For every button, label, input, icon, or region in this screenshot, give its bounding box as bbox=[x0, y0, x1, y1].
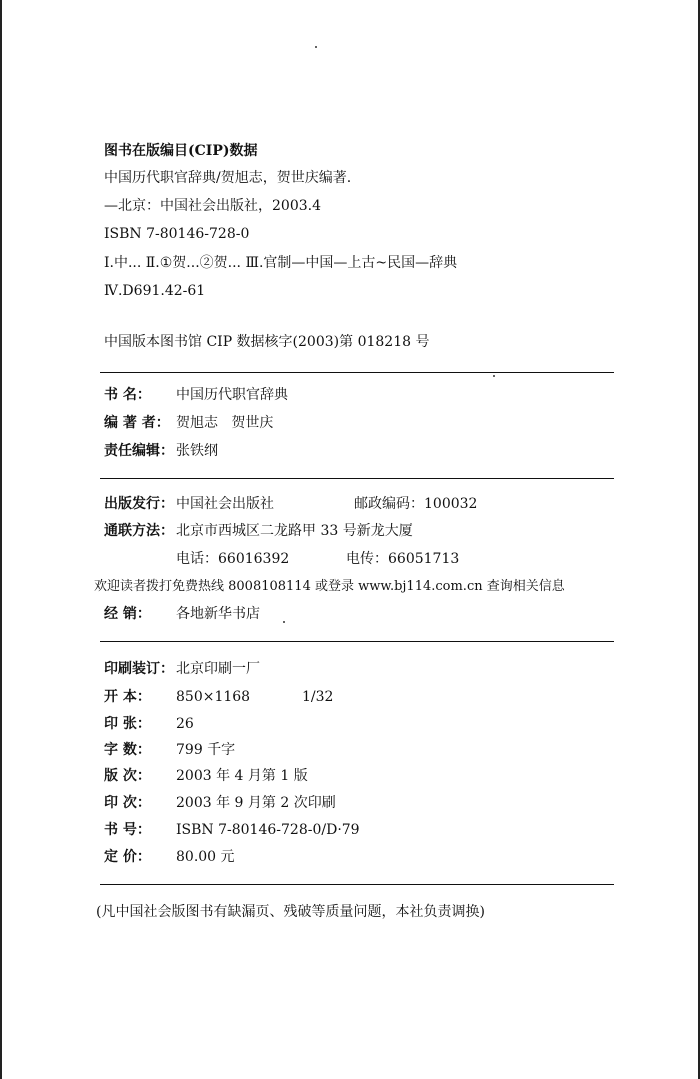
hotline-line: 欢迎读者拨打免费热线 8008108114 或登录 www.bj114.com.cn 查询相关信息 bbox=[94, 579, 565, 594]
book-number-value: ISBN 7-80146-728-0/D·79 bbox=[176, 822, 360, 838]
sheets-row bbox=[104, 714, 194, 734]
impression-label: 印 次： bbox=[104, 795, 151, 811]
print-label: 印刷装订： bbox=[104, 661, 174, 677]
cip-isbn-line: ISBN 7-80146-728-0 bbox=[104, 226, 250, 242]
publisher-row bbox=[104, 494, 274, 514]
price-value: 80.00 元 bbox=[176, 849, 235, 865]
print-row bbox=[104, 659, 260, 679]
words-value: 799 千字 bbox=[176, 742, 236, 758]
print-value: 北京印刷一厂 bbox=[176, 661, 260, 677]
phone-row bbox=[176, 549, 289, 569]
divider bbox=[100, 478, 614, 479]
book-editor-value: 贺旭志 贺世庆 bbox=[176, 415, 274, 431]
speck bbox=[493, 375, 495, 377]
edition-value: 2003 年 4 月第 1 版 bbox=[176, 768, 308, 784]
words-label: 字 数： bbox=[104, 742, 151, 758]
phone-value: 66016392 bbox=[218, 551, 290, 567]
format-row bbox=[104, 687, 250, 707]
book-title-row bbox=[104, 385, 288, 405]
cip-library-line: 中国版本图书馆 CIP 数据核字(2003)第 018218 号 bbox=[104, 334, 430, 350]
book-title-label: 书 名： bbox=[104, 387, 151, 403]
divider bbox=[100, 884, 614, 885]
phone-label: 电话： bbox=[176, 551, 218, 567]
book-responsible-label: 责任编辑： bbox=[104, 443, 174, 459]
distributor-row bbox=[104, 604, 260, 624]
fax-value: 66051713 bbox=[388, 551, 460, 567]
book-editor-label: 编 著 者： bbox=[104, 415, 170, 431]
cip-title-line: 中国历代职官辞典/贺旭志，贺世庆编著. bbox=[104, 170, 352, 186]
divider bbox=[100, 641, 614, 642]
publisher-value: 中国社会出版社 bbox=[176, 496, 274, 512]
fax-label: 电传： bbox=[346, 551, 388, 567]
price-label: 定 价： bbox=[104, 849, 151, 865]
speck bbox=[315, 46, 317, 48]
edition-label: 版 次： bbox=[104, 768, 151, 784]
publisher-label: 出版发行： bbox=[104, 496, 174, 512]
divider bbox=[100, 372, 614, 373]
cip-classification-line: Ⅰ.中... Ⅱ.①贺...②贺... Ⅲ.官制—中国—上古~民国—辞典 bbox=[104, 255, 458, 271]
book-responsible-value: 张铁纲 bbox=[176, 443, 218, 459]
speck bbox=[283, 621, 285, 623]
distributor-label: 经 销： bbox=[104, 606, 151, 622]
quality-notice: (凡中国社会版图书有缺漏页、残破等质量问题，本社负责调换) bbox=[96, 904, 485, 920]
sheets-label: 印 张： bbox=[104, 716, 151, 732]
edition-row bbox=[104, 766, 308, 786]
format-fold: 1/32 bbox=[302, 689, 334, 705]
postcode-row bbox=[354, 494, 477, 514]
cip-heading: 图书在版编目(CIP)数据 bbox=[104, 143, 258, 159]
impression-value: 2003 年 9 月第 2 次印刷 bbox=[176, 795, 336, 811]
distributor-value: 各地新华书店 bbox=[176, 606, 260, 622]
cip-class-number-line: Ⅳ.D691.42-61 bbox=[104, 283, 206, 299]
address-label: 通联方法： bbox=[104, 523, 174, 539]
postcode-value: 100032 bbox=[424, 496, 478, 512]
format-value: 850×1168 bbox=[176, 689, 251, 705]
fax-row bbox=[346, 549, 459, 569]
book-number-label: 书 号： bbox=[104, 822, 151, 838]
words-row bbox=[104, 740, 235, 760]
cip-publisher-line: —北京：中国社会出版社，2003.4 bbox=[104, 198, 321, 214]
book-number-row bbox=[104, 820, 360, 840]
book-editor-row bbox=[104, 413, 273, 433]
format-label: 开 本： bbox=[104, 689, 151, 705]
address-row bbox=[104, 521, 413, 541]
sheets-value: 26 bbox=[176, 716, 194, 732]
impression-row bbox=[104, 793, 336, 813]
book-title-value: 中国历代职官辞典 bbox=[176, 387, 288, 403]
postcode-label: 邮政编码： bbox=[354, 496, 424, 512]
book-responsible-row bbox=[104, 441, 218, 461]
price-row bbox=[104, 847, 235, 867]
address-value: 北京市西城区二龙路甲 33 号新龙大厦 bbox=[176, 523, 413, 539]
